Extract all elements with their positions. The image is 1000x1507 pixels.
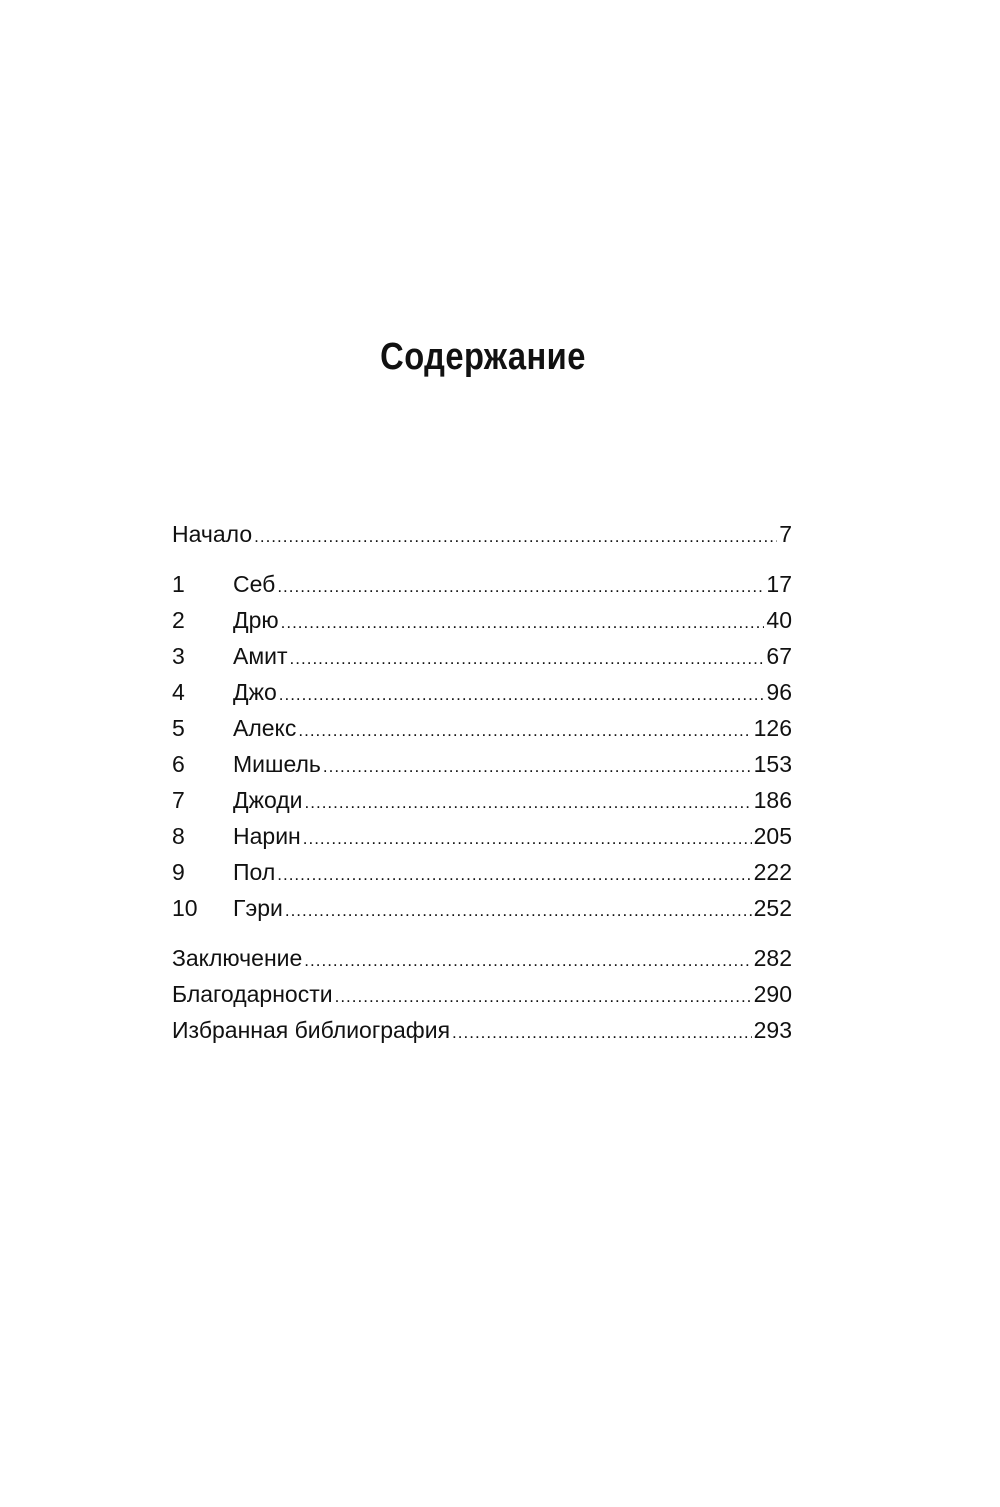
toc-page-number: 40 bbox=[766, 607, 792, 633]
toc-entry-chapter-9[interactable] bbox=[172, 854, 792, 890]
toc-page-number: 126 bbox=[753, 715, 792, 741]
toc-entry-label: Заключение bbox=[172, 945, 303, 971]
toc-leader-dots bbox=[277, 569, 764, 602]
chapter-number: 5 bbox=[172, 715, 185, 741]
toc-entry-label: Джо bbox=[233, 679, 277, 705]
toc-leader-dots bbox=[304, 943, 751, 976]
toc-page-number: 186 bbox=[753, 787, 792, 813]
toc-leader-dots bbox=[298, 713, 751, 746]
toc-entry-label: Избранная библиография bbox=[172, 1017, 451, 1043]
toc-entry-acknowledgements[interactable] bbox=[172, 976, 792, 1012]
toc-entry-label: Гэри bbox=[233, 895, 283, 921]
toc-entry-intro[interactable] bbox=[172, 516, 792, 552]
toc-entry-label: Себ bbox=[233, 571, 276, 597]
chapter-number: 9 bbox=[172, 859, 185, 885]
toc-entry-chapter-10[interactable] bbox=[172, 890, 792, 926]
chapter-number: 8 bbox=[172, 823, 185, 849]
toc-entry-label: Мишель bbox=[233, 751, 321, 777]
toc-leader-dots bbox=[254, 519, 777, 552]
toc-entry-chapter-6[interactable] bbox=[172, 746, 792, 782]
toc-entry-label: Начало bbox=[172, 521, 253, 547]
toc-leader-dots bbox=[335, 979, 752, 1012]
toc-page-number: 290 bbox=[753, 981, 792, 1007]
toc-leader-dots bbox=[279, 677, 765, 710]
toc-leader-dots bbox=[290, 641, 765, 674]
toc-entry-bibliography[interactable] bbox=[172, 1012, 792, 1048]
toc-leader-dots bbox=[277, 857, 751, 890]
toc-entry-label: Джоди bbox=[233, 787, 303, 813]
toc-leader-dots bbox=[323, 749, 752, 782]
toc-page-number: 7 bbox=[779, 521, 792, 547]
toc-page-number: 205 bbox=[753, 823, 792, 849]
toc-entry-label: Благодарности bbox=[172, 981, 333, 1007]
toc-entry-chapter-1[interactable] bbox=[172, 566, 792, 602]
chapter-number: 4 bbox=[172, 679, 185, 705]
toc-entry-conclusion[interactable] bbox=[172, 940, 792, 976]
toc-entry-label: Пол bbox=[233, 859, 276, 885]
chapter-number: 7 bbox=[172, 787, 185, 813]
chapter-number: 6 bbox=[172, 751, 185, 777]
toc-page-number: 293 bbox=[753, 1017, 792, 1043]
toc-entry-chapter-5[interactable] bbox=[172, 710, 792, 746]
toc-entry-chapter-2[interactable] bbox=[172, 602, 792, 638]
toc-page-number: 282 bbox=[753, 945, 792, 971]
chapter-number: 2 bbox=[172, 607, 185, 633]
toc-leader-dots bbox=[285, 893, 752, 926]
toc-page-number: 222 bbox=[753, 859, 792, 885]
chapter-number: 10 bbox=[172, 895, 198, 921]
toc-leader-dots bbox=[281, 605, 765, 638]
page-title: Содержание bbox=[380, 336, 586, 378]
toc-leader-dots bbox=[305, 785, 752, 818]
table-of-contents bbox=[172, 516, 792, 1048]
chapter-number: 1 bbox=[172, 571, 185, 597]
chapter-number: 3 bbox=[172, 643, 185, 669]
toc-entry-label: Дрю bbox=[233, 607, 279, 633]
toc-entry-chapter-7[interactable] bbox=[172, 782, 792, 818]
toc-entry-label: Нарин bbox=[233, 823, 301, 849]
toc-entry-label: Алекс bbox=[233, 715, 297, 741]
toc-entry-chapter-3[interactable] bbox=[172, 638, 792, 674]
toc-entry-chapter-4[interactable] bbox=[172, 674, 792, 710]
toc-page-number: 153 bbox=[753, 751, 792, 777]
toc-page-number: 17 bbox=[766, 571, 792, 597]
toc-leader-dots bbox=[452, 1015, 752, 1048]
toc-page-number: 96 bbox=[766, 679, 792, 705]
toc-leader-dots bbox=[303, 821, 752, 854]
toc-page-number: 252 bbox=[753, 895, 792, 921]
toc-entry-chapter-8[interactable] bbox=[172, 818, 792, 854]
toc-entry-label: Амит bbox=[233, 643, 288, 669]
toc-page-number: 67 bbox=[766, 643, 792, 669]
